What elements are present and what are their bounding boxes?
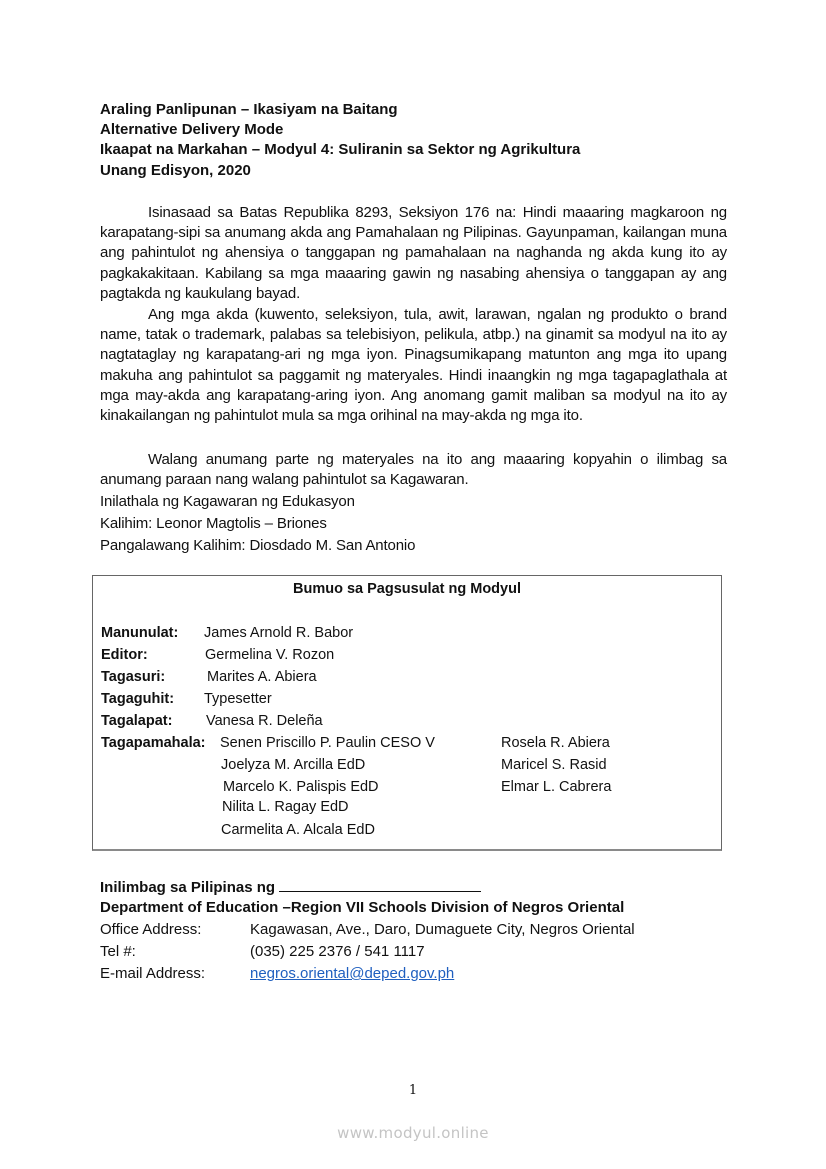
publisher-line: Inilathala ng Kagawaran ng Edukasyon [100, 493, 355, 510]
credit-value-layout: Vanesa R. Deleña [206, 713, 323, 729]
management-member: Carmelita A. Alcala EdD [221, 822, 375, 838]
management-member: Marcelo K. Palispis EdD [223, 779, 379, 795]
paragraph-text: Walang anumang parte ng materyales na ito ang maaaring kopyahin o ilimbag sa anumang paraan nang walang pahintulot sa Kagawaran. [100, 451, 727, 489]
management-member: Maricel S. Rasid [501, 757, 607, 773]
copyright-paragraph-2 [100, 305, 727, 426]
credit-label-reviewer: Tagasuri: [101, 669, 166, 685]
management-member: Senen Priscillo P. Paulin CESO V [220, 735, 435, 751]
module-header [100, 100, 580, 181]
credit-label-layout: Tagalapat: [101, 713, 173, 729]
email-link[interactable]: negros.oriental@deped.gov.ph [250, 965, 455, 982]
undersecretary-line: Pangalawang Kalihim: Diosdado M. San Antonio [100, 537, 416, 554]
paragraph-text: Ang mga akda (kuwento, seleksiyon, tula, awit, larawan, ngalan ng produkto o brand name, tatak o trademark, palabas sa telebisiyon, pelikula, atbp.) na ginamit sa modyul na ito ay nagtataglay ng karapatang-ari ng mga iyon. Pinagsumikapang matunton ang mga ito upang makuha ang pahintulot sa paggamit ng materyales. Hindi inaangkin ng mga tagapaglathala at mga may-akda ang karapatang-aring iyon. Ang anomang gamit maliban sa modyul na ito ay kinakailangan ng pahintulot mula sa mga orihinal na may-akda ng mga ito. [100, 306, 727, 425]
printed-in-line [100, 877, 481, 896]
email-label: E-mail Address: [100, 965, 206, 982]
department-line: Department of Education –Region VII Schools Division of Negros Oriental [100, 899, 625, 916]
tel-value: (035) 225 2376 / 541 1117 [250, 943, 425, 960]
subject-title: Araling Panlipunan – Ikasiyam na Baitang [100, 101, 398, 118]
delivery-mode: Alternative Delivery Mode [100, 121, 284, 139]
management-member: Joelyza M. Arcilla EdD [221, 757, 366, 773]
credit-label-illustrator: Tagaguhit: [101, 691, 175, 707]
copyright-paragraph-3 [100, 450, 727, 490]
credit-label-writer: Manunulat: [101, 625, 179, 641]
credit-label-editor: Editor: [101, 647, 148, 663]
module-title: Ikaapat na Markahan – Modyul 4: Suliranin sa Sektor ng Agrikultura [100, 141, 581, 159]
office-address-label: Office Address: [100, 921, 202, 938]
secretary-line: Kalihim: Leonor Magtolis – Briones [100, 515, 327, 532]
edition: Unang Edisyon, 2020 [100, 161, 251, 179]
email-value-wrapper [250, 965, 454, 982]
credit-value-writer: James Arnold R. Babor [204, 625, 354, 641]
credit-label-management: Tagapamahala: [101, 735, 206, 751]
copyright-paragraph-1 [100, 203, 727, 304]
printed-in-label: Inilimbag sa Pilipinas ng [100, 879, 276, 896]
credit-value-editor: Germelina V. Rozon [205, 647, 335, 663]
management-member: Rosela R. Abiera [501, 735, 610, 751]
watermark: www.modyul.online [337, 1124, 489, 1142]
management-member: Elmar L. Cabrera [501, 779, 612, 795]
credit-value-reviewer: Marites A. Abiera [207, 669, 317, 685]
printer-blank-line [279, 877, 481, 892]
paragraph-text: Isinasaad sa Batas Republika 8293, Seksiyon 176 na: Hindi maaaring magkaroon ng karapatang-sipi sa anumang akda ang Pamahalaan ng Pilipinas. Gayunpaman, kailangan muna ang pahintulot ng ahensiya o tanggapan ng pamahalaan na naghanda ng akda kung ito ay pagkakakitaan. Kabilang sa mga maaaring gawin ng nasabing ahensiya o tanggapan ay ang pagtakda ng kaukulang bayad. [100, 204, 727, 302]
management-member: Nilita L. Ragay EdD [222, 799, 349, 815]
credits-title: Bumuo sa Pagsusulat ng Modyul [293, 581, 521, 597]
credit-value-illustrator: Typesetter [204, 691, 272, 707]
page-number: 1 [408, 1083, 418, 1098]
tel-label: Tel #: [100, 943, 136, 960]
credits-box [92, 575, 722, 851]
office-address-value: Kagawasan, Ave., Daro, Dumaguete City, Negros Oriental [250, 921, 635, 938]
